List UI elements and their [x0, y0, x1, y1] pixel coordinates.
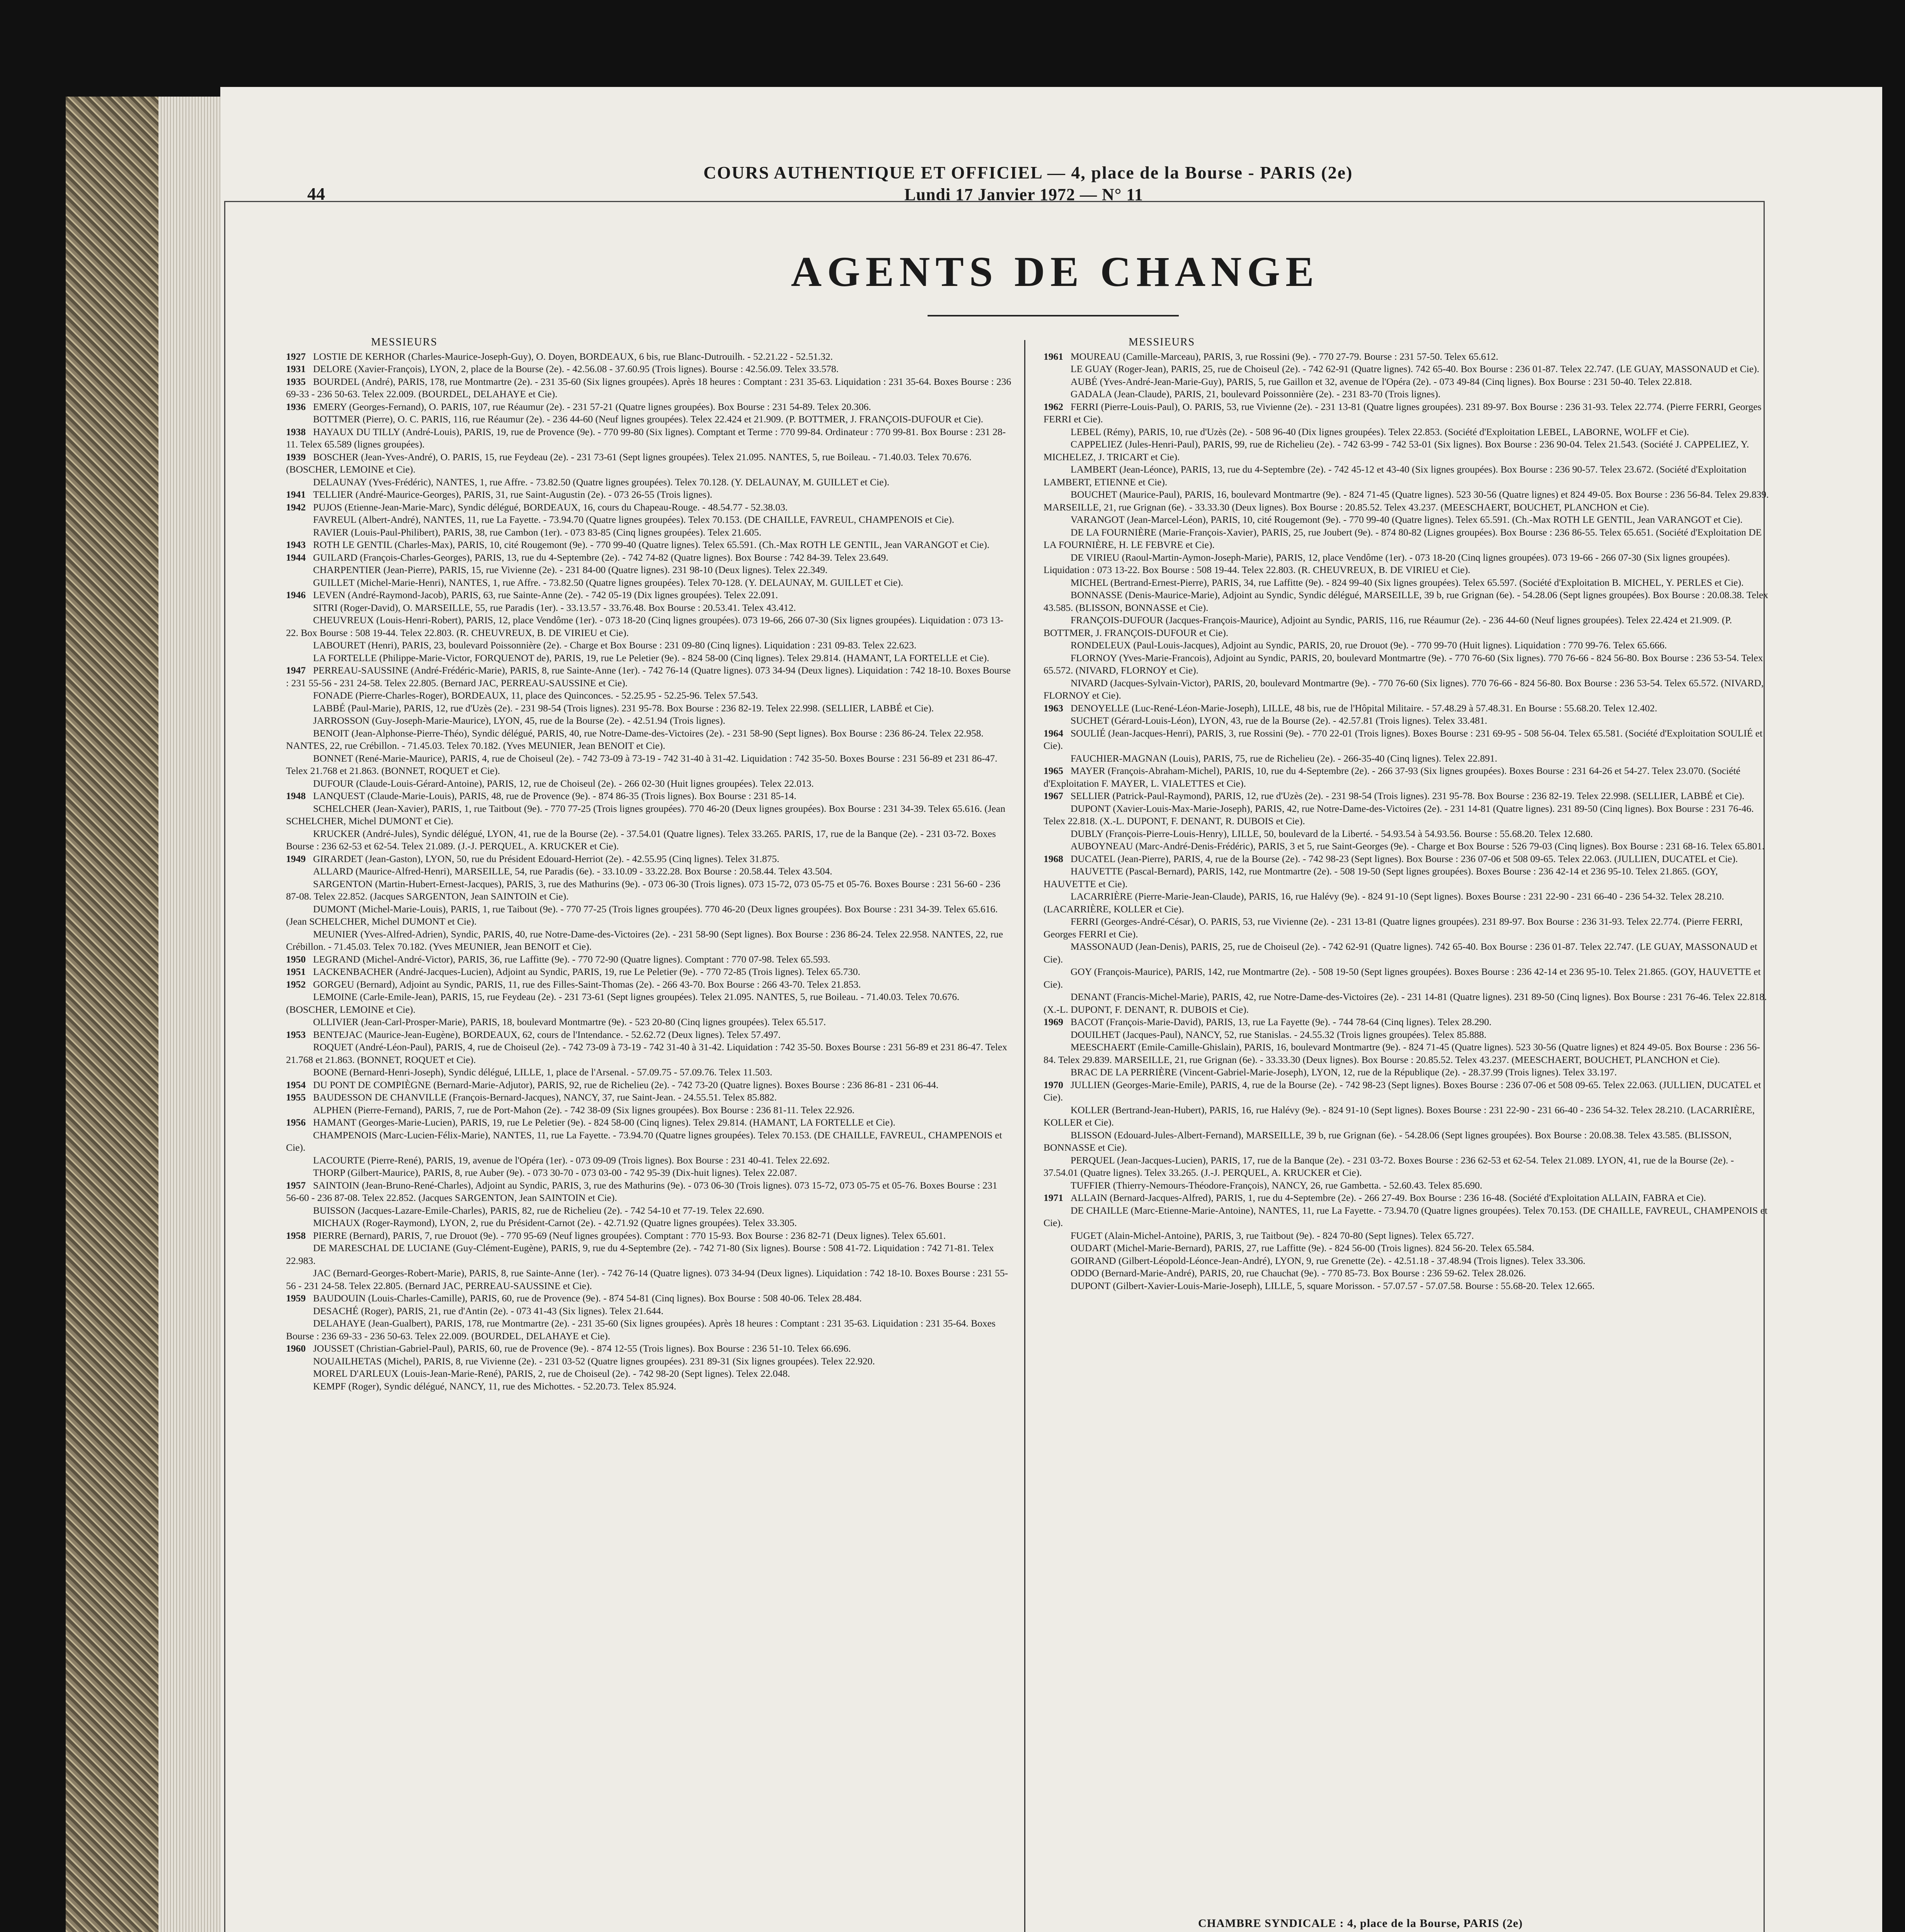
entry-text: BENTEJAC (Maurice-Jean-Eugène), BORDEAUX, 62, cours de l'Intendance. - 52.62.72 (Deux lignes). Telex 57.497. — [313, 1029, 781, 1040]
agent-entry — [286, 514, 1013, 526]
agent-entry — [1044, 1104, 1770, 1129]
entry-text: FAVREUL (Albert-André), NANTES, 11, rue La Fayette. - 73.94.70 (Quatre lignes groupées). Telex 70.153. (DE CHAILLE, FAVREUL, CHAMPENOIS et Cie). — [313, 514, 954, 525]
agent-entry — [286, 777, 1013, 790]
agent-entry — [1044, 1267, 1770, 1280]
header-publication: COURS AUTHENTIQUE ET OFFICIEL — 4, place de la Bourse - PARIS (2e) — [703, 163, 1353, 182]
entry-text: BUISSON (Jacques-Lazare-Emile-Charles), PARIS, 82, rue de Richelieu (2e). - 742 54-10 et 77-19. Telex 22.690. — [313, 1204, 764, 1216]
entry-text: DU PONT DE COMPIÈGNE (Bernard-Marie-Adjutor), PARIS, 92, rue de Richelieu (2e). - 742 73-20 (Quatre lignes). Boxes Bourse : 236 86-81 - 231 06-44. — [313, 1079, 939, 1090]
agent-entry — [286, 539, 1013, 551]
entry-text: LABBÉ (Paul-Marie), PARIS, 12, rue d'Uzès (2e). - 231 98-54 (Trois lignes). 231 95-78. Box Bourse : 236 82-19. Telex 22.998. (SELLIER, LABBÉ et Cie). — [313, 702, 934, 714]
agent-entry — [286, 1380, 1013, 1393]
entry-text: AUBÉ (Yves-André-Jean-Marie-Guy), PARIS, 5, rue Gaillon et 32, avenue de l'Opéra (2e). - 073 49-84 (Cinq lignes). Box Bourse : 231 50-40. Telex 22.818. — [1071, 376, 1692, 387]
entry-text: BOSCHER (Jean-Yves-André), O. PARIS, 15, rue Feydeau (2e). - 231 73-61 (Sept lignes groupées). Telex 21.095. NANTES, 5, rue Boileau. - 71.40.03. Telex 70.676. (BOSCHER, LEMOINE et Cie). — [286, 451, 972, 475]
entry-text: KRUCKER (André-Jules), Syndic délégué, LYON, 41, rue de la Bourse (2e). - 37.54.01 (Quatre lignes). Telex 33.265. PARIS, 17, rue de la Banque (2e). - 231 03-72. Boxes Bourse : 236 62-53 et 62-54. Telex 21.089. (J.-J. PERQUEL, A. KRUCKER et Cie). — [286, 828, 996, 852]
entry-year: 1947 — [286, 665, 306, 676]
entry-text: GIRARDET (Jean-Gaston), LYON, 50, rue du Président Edouard-Herriot (2e). - 42.55.95 (Cinq lignes). Telex 31.875. — [313, 853, 780, 864]
entry-text: JAC (Bernard-Georges-Robert-Marie), PARIS, 8, rue Sainte-Anne (1er). - 742 76-14 (Quatre lignes). 073 34-94 (Deux lignes). Liquidation : 742 18-10. Boxes Bourse : 231 55-56 - 231 24-58. Telex 22.805. (Bernard JAC, PERREAU-SAUSSINE et Cie). — [286, 1267, 1008, 1291]
agent-entry — [286, 966, 1013, 978]
agent-entry — [286, 727, 1013, 752]
entry-text: SELLIER (Patrick-Paul-Raymond), PARIS, 12, rue d'Uzès (2e). - 231 98-54 (Trois lignes). 231 95-78. Box Bourse : 236 82-19. Telex 22.998. (SELLIER, LABBÉ et Cie). — [1071, 790, 1745, 801]
agent-entry — [1044, 1255, 1770, 1267]
entry-text: ROQUET (André-Léon-Paul), PARIS, 4, rue de Choiseul (2e). - 742 73-09 à 73-19 - 742 31-40 à 31-42. Liquidation : 742 35-50. Boxes Bourse : 231 56-89 et 231 86-47. Telex 21.768 et 21.863. (BONNET, ROQUET et Cie). — [286, 1041, 1007, 1065]
entry-text: CHAMPENOIS (Marc-Lucien-Félix-Marie), NANTES, 11, rue La Fayette. - 73.94.70 (Quatre lignes groupées). Telex 70.153. (DE CHAILLE, FAVREUL, CHAMPENOIS et Cie). — [286, 1129, 1002, 1153]
agent-entry — [1044, 853, 1770, 866]
entry-text: DELAHAYE (Jean-Gualbert), PARIS, 178, rue Montmartre (2e). - 231 35-60 (Six lignes groupées). Après 18 heures : Comptant : 231 35-63. Liquidation : 231 35-64. Boxes Bourse : 236 69-33 - 236 50-63. Telex 22.009. (BOURDEL, DELAHAYE et Cie). — [286, 1318, 996, 1342]
entry-year: 1970 — [1044, 1079, 1063, 1090]
entry-year: 1941 — [286, 489, 306, 500]
entry-text: RAVIER (Louis-Paul-Philibert), PARIS, 38, rue Cambon (1er). - 073 83-85 (Cinq lignes groupées). Telex 21.605. — [313, 526, 762, 538]
entry-text: BLISSON (Edouard-Jules-Albert-Fernand), MARSEILLE, 39 b, rue Grignan (6e). - 54.28.06 (Sept lignes groupées). Box Bourse : 20.08.38. Telex 43.585. (BLISSON, BONNASSE et Cie). — [1044, 1129, 1732, 1153]
agent-entry — [286, 577, 1013, 589]
entry-text: LACARRIÈRE (Pierre-Marie-Jean-Claude), PARIS, 16, rue Halévy (9e). - 824 91-10 (Sept lignes). Boxes Bourse : 231 22-90 - 231 66-40 - 236 54-32. Telex 28.210. (LACARRIÈRE, KOLLER et Cie). — [1044, 891, 1724, 915]
entry-text: DUCATEL (Jean-Pierre), PARIS, 4, rue de la Bourse (2e). - 742 98-23 (Sept lignes). Box Bourse : 236 07-06 et 508 09-65. Telex 22.063. (JULLIEN, DUCATEL et Cie). — [1071, 853, 1738, 864]
agent-entry — [286, 564, 1013, 577]
agent-entry — [1044, 677, 1770, 702]
entry-text: LAMBERT (Jean-Léonce), PARIS, 13, rue du 4-Septembre (2e). - 742 45-12 et 43-40 (Six lignes groupées). Box Bourse : 236 90-57. Telex 23.672. (Société d'Exploitation LAMBERT, ETIENNE et Cie). — [1044, 464, 1747, 488]
entry-year: 1952 — [286, 978, 306, 990]
agent-entry — [1044, 1204, 1770, 1230]
entry-text: LEBEL (Rémy), PARIS, 10, rue d'Uzès (2e). - 508 96-40 (Dix lignes groupées). Telex 22.853. (Société d'Exploitation LEBEL, LABORNE, WOLFF et Cie). — [1071, 426, 1689, 437]
agent-entry — [286, 790, 1013, 803]
entry-text: BENOIT (Jean-Alphonse-Pierre-Théo), Syndic délégué, PARIS, 40, rue Notre-Dame-des-Victoires (2e). - 231 58-90 (Sept lignes). Box Bourse : 236 86-24. Telex 22.958. NANTES, 22, rue Crébillon. - 71.45.03. Telex 70.182. (Yves MEUNIER, Jean BENOIT et Cie). — [286, 727, 984, 751]
entry-text: OLLIVIER (Jean-Carl-Prosper-Marie), PARIS, 18, boulevard Montmartre (9e). - 523 20-80 (Cinq lignes groupées). Telex 65.517. — [313, 1016, 826, 1027]
agent-entry — [286, 1179, 1013, 1204]
entry-year: 1939 — [286, 451, 306, 463]
entry-text: LA FORTELLE (Philippe-Marie-Victor, FORQUENOT de), PARIS, 19, rue Le Peletier (9e). - 824 58-00 (Cinq lignes). Telex 29.814. (HAMANT, LA FORTELLE et Cie). — [313, 652, 989, 663]
agent-entry — [1044, 1154, 1770, 1179]
entry-text: SCHELCHER (Jean-Xavier), PARIS, 1, rue Taitbout (9e). - 770 77-25 (Trois lignes groupées). 770 46-20 (Deux lignes groupées). Box Bourse : 231 34-39. Telex 65.616. (Jean SCHELCHER, Michel DUMONT et Cie). — [286, 803, 1006, 827]
entry-text: LE GUAY (Roger-Jean), PARIS, 25, rue de Choiseul (2e). - 742 62-91 (Quatre lignes). 742 65-40. Box Bourse : 236 01-87. Telex 22.747. (LE GUAY, MASSONAUD et Cie). — [1071, 363, 1760, 374]
entry-text: PERQUEL (Jean-Jacques-Lucien), PARIS, 17, rue de la Banque (2e). - 231 03-72. Boxes Bourse : 236 62-53 et 62-54. Telex 21.089. LYON, 41, rue de la Bourse (2e). - 37.54.01 (Quatre lignes). Telex 33.265. (J.-J. PERQUEL, A. KRUCKER et Cie). — [1044, 1154, 1734, 1178]
agent-entry — [1044, 488, 1770, 514]
agent-entry — [1044, 727, 1770, 752]
agent-entry — [1044, 401, 1770, 426]
agent-entry — [286, 878, 1013, 903]
entry-text: LABOURET (Henri), PARIS, 23, boulevard Poissonnière (2e). - Charge et Box Bourse : 231 09-80 (Cinq lignes). Liquidation : 231 09-83. Telex 22.623. — [313, 639, 917, 651]
entry-year: 1971 — [1044, 1192, 1063, 1203]
entry-year: 1967 — [1044, 790, 1063, 801]
agent-entry — [286, 602, 1013, 614]
entry-year: 1965 — [1044, 765, 1063, 776]
entry-text: JARROSSON (Guy-Joseph-Marie-Maurice), LYON, 45, rue de la Bourse (2e). - 42.51.94 (Trois lignes). — [313, 715, 725, 726]
agent-entry — [286, 1230, 1013, 1242]
agent-entry — [1044, 702, 1770, 715]
entry-text: ALLAIN (Bernard-Jacques-Alfred), PARIS, 1, rue du 4-Septembre (2e). - 266 27-49. Box Bourse : 236 16-48. (Société d'Exploitation ALLAIN, FABRA et Cie). — [1071, 1192, 1706, 1203]
right-column-heading: MESSIEURS — [1129, 336, 1195, 348]
page-edges — [158, 97, 224, 1932]
entry-text: HAUVETTE (Pascal-Bernard), PARIS, 142, rue Montmartre (2e). - 508 19-50 (Sept lignes groupées). Boxes Bourse : 236 42-14 et 236 95-10. Telex 21.865. (GOY, HAUVETTE et Cie). — [1044, 866, 1718, 889]
entry-text: BOUCHET (Maurice-Paul), PARIS, 16, boulevard Montmartre (9e). - 824 71-45 (Quatre lignes). 523 30-56 (Quatre lignes) et 824 49-05. Box Bourse : 236 56-84. Telex 29.839. MARSEILLE, 21, rue Grignan (6e). - 33.33.30 (Deux lignes). Box Bourse : 20.85.52. Telex 43.237. (MEESCHAERT, BOUCHET, PLANCHON et Cie). — [1044, 489, 1769, 513]
agent-entry — [1044, 652, 1770, 677]
agent-entry — [286, 689, 1013, 702]
agent-entry — [286, 903, 1013, 928]
agent-entry — [1044, 376, 1770, 388]
entry-text: DE CHAILLE (Marc-Etienne-Marie-Antoine), NANTES, 11, rue La Fayette. - 73.94.70 (Quatre lignes groupées). Telex 70.153. (DE CHAILLE, FAVREUL, CHAMPENOIS et Cie). — [1044, 1204, 1768, 1228]
agent-entry — [286, 614, 1013, 639]
agent-entry — [286, 1217, 1013, 1230]
agent-entry — [286, 1355, 1013, 1368]
entry-text: CHARPENTIER (Jean-Pierre), PARIS, 15, rue Vivienne (2e). - 231 84-00 (Quatre lignes). 231 98-10 (Deux lignes). Telex 22.349. — [313, 564, 828, 575]
entry-text: FAUCHIER-MAGNAN (Louis), PARIS, 75, rue de Richelieu (2e). - 266-35-40 (Cinq lignes). Telex 22.891. — [1071, 752, 1498, 764]
agent-entry — [286, 401, 1013, 413]
entry-text: FONADE (Pierre-Charles-Roger), BORDEAUX, 11, place des Quinconces. - 52.25.95 - 52.25-96. Telex 57.543. — [313, 690, 758, 701]
entry-text: TELLIER (André-Maurice-Georges), PARIS, 31, rue Saint-Augustin (2e). - 073 26-55 (Trois lignes). — [313, 489, 713, 500]
entry-year: 1936 — [286, 401, 306, 412]
entry-text: EMERY (Georges-Fernand), O. PARIS, 107, rue Réaumur (2e). - 231 57-21 (Quatre lignes groupées). Box Bourse : 231 54-89. Telex 20.306. — [313, 401, 871, 412]
agent-entry — [286, 1367, 1013, 1380]
agent-entry — [1044, 966, 1770, 991]
agent-entry — [1044, 551, 1770, 577]
agent-entry — [286, 1079, 1013, 1092]
entry-text: FRANÇOIS-DUFOUR (Jacques-François-Maurice), Adjoint au Syndic, PARIS, 116, rue Réaumur (2e). - 236 44-60 (Neuf lignes groupées). Telex 22.424 et 21.909. (P. BOTTMER, J. FRANÇOIS-DUFOUR et Cie). — [1044, 614, 1732, 638]
entry-text: BAUDOUIN (Louis-Charles-Camille), PARIS, 60, rue de Provence (9e). - 874 54-81 (Cinq lignes). Box Bourse : 508 40-06. Telex 28.484. — [313, 1293, 862, 1304]
entry-text: LEMOINE (Carle-Emile-Jean), PARIS, 15, rue Feydeau (2e). - 231 73-61 (Sept lignes groupées). Telex 21.095. NANTES, 5, rue Boileau. - 71.40.03. Telex 70.676. (BOSCHER, LEMOINE et Cie). — [286, 991, 960, 1015]
agent-entry — [1044, 1016, 1770, 1029]
agent-entry — [286, 1317, 1013, 1342]
entry-text: CAPPELIEZ (Jules-Henri-Paul), PARIS, 99, rue de Richelieu (2e). - 742 63-99 - 742 53-01 (Six lignes). Box Bourse : 236 90-04. Telex 21.543. (Société J. CAPPELIEZ, Y. MICHELEZ, J. TRICART et Cie). — [1044, 439, 1749, 463]
entry-year: 1943 — [286, 539, 306, 550]
entry-text: LACOURTE (Pierre-René), PARIS, 19, avenue de l'Opéra (1er). - 073 09-09 (Trois lignes). Box Bourse : 231 40-41. Telex 22.692. — [313, 1154, 830, 1166]
chambre-title: CHAMBRE SYNDICALE : 4, place de la Bourse, PARIS (2e) — [1198, 1917, 1523, 1930]
entry-text: HAMANT (Georges-Marie-Lucien), PARIS, 19, rue Le Peletier (9e). - 824 58-00 (Cinq lignes). Telex 29.814. (HAMANT, LA FORTELLE et Cie). — [313, 1117, 895, 1128]
agent-entry — [286, 1129, 1013, 1154]
entry-year: 1948 — [286, 790, 306, 801]
entry-text: DELORE (Xavier-François), LYON, 2, place de la Bourse (2e). - 42.56.08 - 37.60.95 (Trois lignes). Bourse : 42.56.09. Telex 33.578. — [313, 363, 839, 374]
entry-text: LANQUEST (Claude-Marie-Louis), PARIS, 48, rue de Provence (9e). - 874 86-35 (Trois lignes). Box Bourse : 231 85-14. — [313, 790, 797, 801]
agent-entry — [1044, 828, 1770, 840]
agent-entry — [286, 853, 1013, 866]
entry-year: 1954 — [286, 1079, 306, 1090]
agent-entry — [1044, 940, 1770, 966]
entry-text: ODDO (Bernard-Marie-André), PARIS, 20, rue Chauchat (9e). - 770 85-73. Box Bourse : 236 59-62. Telex 28.026. — [1071, 1267, 1526, 1279]
entry-year: 1957 — [286, 1179, 306, 1191]
agent-entry — [286, 589, 1013, 602]
agent-entry — [1044, 840, 1770, 853]
agent-entry — [1044, 350, 1770, 363]
agent-entry — [1044, 1066, 1770, 1079]
entry-text: DUFOUR (Claude-Louis-Gérard-Antoine), PARIS, 12, rue de Choiseul (2e). - 266 02-30 (Huit lignes groupées). Telex 22.013. — [313, 777, 814, 789]
entry-text: AUBOYNEAU (Marc-André-Denis-Frédéric), PARIS, 3 et 5, rue Saint-Georges (9e). - Charge et Box Bourse : 526 79-03 (Cinq lignes). Box Bourse : 231 68-16. Telex 65.801. — [1071, 840, 1765, 852]
entry-text: GORGEU (Bernard), Adjoint au Syndic, PARIS, 11, rue des Filles-Saint-Thomas (2e). - 266 43-70. Box Bourse : 266 43-70. Telex 21.853. — [313, 978, 861, 990]
entry-text: DUBLY (François-Pierre-Louis-Henry), LILLE, 50, boulevard de la Liberté. - 54.93.54 à 54.93.56. Bourse : 55.68.20. Telex 12.680. — [1071, 828, 1593, 839]
entry-text: BOONE (Bernard-Henri-Joseph), Syndic délégué, LILLE, 1, place de l'Arsenal. - 57.09.75 - 57.09.76. Telex 11.503. — [313, 1066, 773, 1078]
agent-entry — [286, 476, 1013, 489]
entry-text: KOLLER (Bertrand-Jean-Hubert), PARIS, 16, rue Halévy (9e). - 824 91-10 (Sept lignes). Boxes Bourse : 231 22-90 - 231 66-40 - 236 54-32. Telex 28.210. (LACARRIÈRE, KOLLER et Cie). — [1044, 1104, 1755, 1128]
entry-year: 1961 — [1044, 350, 1063, 362]
agent-entry — [286, 1016, 1013, 1029]
entry-text: FERRI (Pierre-Louis-Paul), O. PARIS, 53, rue Vivienne (2e). - 231 13-81 (Quatre lignes groupées). 231 89-97. Box Bourse : 236 31-93. Telex 22.774. (Pierre FERRI, Georges FERRI et Cie). — [1044, 401, 1762, 425]
entry-text: LOSTIE DE KERHOR (Charles-Maurice-Joseph-Guy), O. Doyen, BORDEAUX, 6 bis, rue Blanc-Dutrouilh. - 52.21.22 - 52.51.32. — [313, 350, 833, 362]
agent-entry — [1044, 1041, 1770, 1066]
entry-text: BONNASSE (Denis-Maurice-Marie), Adjoint au Syndic, Syndic délégué, MARSEILLE, 39 b, rue Grignan (6e). - 54.28.06 (Sept lignes groupées). Box Bourse : 20.08.38. Telex 43.585. (BLISSON, BONNASSE et Cie). — [1044, 589, 1769, 613]
agent-entry — [1044, 1029, 1770, 1041]
agent-entry — [286, 1292, 1013, 1305]
left-column-heading: MESSIEURS — [371, 336, 438, 348]
agent-entry — [286, 1116, 1013, 1129]
entry-text: PERREAU-SAUSSINE (André-Frédéric-Marie), PARIS, 8, rue Sainte-Anne (1er). - 742 76-14 (Quatre lignes). 073 34-94 (Deux lignes). Liquidation : 742 18-10. Boxes Bourse : 231 55-56 - 231 24-58. Telex 22.805. (Bernard JAC, PERREAU-SAUSSINE et Cie). — [286, 665, 1011, 689]
agent-entry — [1044, 865, 1770, 890]
entry-year: 1962 — [1044, 401, 1063, 412]
entry-text: MEUNIER (Yves-Alfred-Adrien), Syndic, PARIS, 40, rue Notre-Dame-des-Victoires (2e). - 231 58-90 (Sept lignes). Box Bourse : 236 86-24. Telex 22.958. NANTES, 22, rue Crébillon. - 71.45.03. Telex 70.182. (Yves MEUNIER, Jean BENOIT et Cie). — [286, 928, 1003, 952]
entry-text: GUILARD (François-Charles-Georges), PARIS, 13, rue du 4-Septembre (2e). - 742 74-82 (Quatre lignes). Box Bourse : 742 84-39. Telex 23.649. — [313, 551, 889, 563]
agent-entry — [1044, 915, 1770, 940]
agent-entry — [286, 1305, 1013, 1318]
entry-text: LACKENBACHER (André-Jacques-Lucien), Adjoint au Syndic, PARIS, 19, rue Le Peletier (9e). - 770 72-85 (Trois lignes). Telex 65.730. — [313, 966, 860, 977]
agent-entry — [286, 1154, 1013, 1167]
entry-text: MICHEL (Bertrand-Ernest-Pierre), PARIS, 34, rue Laffitte (9e). - 824 99-40 (Six lignes groupées). Telex 65.597. (Société d'Exploitation B. MICHEL, Y. PERLES et Cie). — [1071, 577, 1744, 588]
entry-text: DELAUNAY (Yves-Frédéric), NANTES, 1, rue Affre. - 73.82.50 (Quatre lignes groupées). Telex 70.128. (Y. DELAUNAY, M. GUILLET et Cie). — [313, 476, 890, 488]
entry-text: DENANT (Francis-Michel-Marie), PARIS, 42, rue Notre-Dame-des-Victoires (2e). - 231 14-81 (Quatre lignes). 231 89-50 (Cinq lignes). Box Bourse : 231 76-46. Telex 22.818. (X.-L. DUPONT, F. DENANT, R. DUBOIS et Cie). — [1044, 991, 1767, 1015]
agent-entry — [1044, 714, 1770, 727]
agent-entry — [286, 413, 1013, 426]
entry-text: SARGENTON (Martin-Hubert-Ernest-Jacques), PARIS, 3, rue des Mathurins (9e). - 073 06-30 (Trois lignes). 073 15-72, 073 05-75 et 05-76. Boxes Bourse : 231 56-60 - 236 87-08. Telex 22.852. (Jacques SARGENTON, Jean SAINTOIN et Cie). — [286, 878, 1001, 902]
entry-year: 1959 — [286, 1293, 306, 1304]
entry-year: 1944 — [286, 551, 306, 563]
agent-entry — [1044, 803, 1770, 828]
entry-text: RONDELEUX (Paul-Louis-Jacques), Adjoint au Syndic, PARIS, 20, rue Drouot (9e). - 770 99-70 (Huit lignes). Liquidation : 770 99-76. Telex 65.666. — [1071, 639, 1667, 651]
agent-entry — [286, 501, 1013, 514]
entry-text: FERRI (Georges-André-César), O. PARIS, 53, rue Vivienne (2e). - 231 13-81 (Quatre lignes groupées). 231 89-97. Box Bourse : 236 31-93. Telex 22.774. (Pierre FERRI, Georges FERRI et Cie). — [1044, 916, 1743, 940]
entry-text: DESACHÉ (Roger), PARIS, 21, rue d'Antin (2e). - 073 41-43 (Six lignes). Telex 21.644. — [313, 1305, 664, 1316]
agent-entry — [286, 928, 1013, 953]
entry-year: 1968 — [1044, 853, 1063, 864]
entry-year: 1963 — [1044, 702, 1063, 714]
agent-entry — [1044, 526, 1770, 551]
entry-text: OUDART (Michel-Marie-Bernard), PARIS, 27, rue Laffitte (9e). - 824 56-00 (Trois lignes). 824 56-20. Telex 65.584. — [1071, 1242, 1534, 1253]
entry-text: MAYER (François-Abraham-Michel), PARIS, 10, rue du 4-Septembre (2e). - 266 37-93 (Six lignes groupées). Boxes Bourse : 231 64-26 et 54-27. Telex 23.070. (Société d'Exploitation F. MAYER, L. VIALETTES et Cie). — [1044, 765, 1741, 789]
entry-text: ROTH LE GENTIL (Charles-Max), PARIS, 10, cité Rougemont (9e). - 770 99-40 (Quatre lignes). Telex 65.591. (Ch.-Max ROTH LE GENTIL, Jean VARANGOT et Cie). — [313, 539, 990, 550]
agent-entry — [286, 451, 1013, 476]
entry-year: 1953 — [286, 1029, 306, 1040]
entry-text: BONNET (René-Marie-Maurice), PARIS, 4, rue de Choiseul (2e). - 742 73-09 à 73-19 - 742 31-40 à 31-42. Liquidation : 742 35-50. Boxes Bourse : 231 56-89 et 231 86-47. Telex 21.768 et 21.863. (BONNET, ROQUET et Cie). — [286, 752, 998, 776]
agent-entry — [286, 803, 1013, 828]
agent-entry — [286, 1104, 1013, 1117]
entry-text: MICHAUX (Roger-Raymond), LYON, 2, rue du Président-Carnot (2e). - 42.71.92 (Quatre lignes groupées). Telex 33.305. — [313, 1217, 797, 1228]
left-column — [286, 336, 1013, 1932]
agent-entry — [1044, 1230, 1770, 1242]
entry-text: BAUDESSON DE CHANVILLE (François-Bernard-Jacques), NANCY, 37, rue Saint-Jean. - 24.55.51. Telex 85.882. — [313, 1092, 777, 1103]
entry-text: DUPONT (Gilbert-Xavier-Louis-Marie-Joseph), LILLE, 5, square Morisson. - 57.07.57 - 57.07.58. Bourse : 55.68-20. Telex 12.665. — [1071, 1280, 1595, 1291]
agent-entry — [286, 953, 1013, 966]
entry-text: FUGET (Alain-Michel-Antoine), PARIS, 3, rue Taitbout (9e). - 824 70-80 (Sept lignes). Telex 65.727. — [1071, 1230, 1474, 1241]
agent-entry — [286, 664, 1013, 689]
entry-text: FLORNOY (Yves-Marie-Francois), Adjoint au Syndic, PARIS, 20, boulevard Montmartre (9e). - 770 76-60 (Six lignes). 770 76-66 - 824 56-80. Box Bourse : 236 53-54. Telex 65.572. (NIVARD, FLORNOY et Cie). — [1044, 652, 1763, 676]
agent-entry — [1044, 614, 1770, 639]
entry-text: TUFFIER (Thierry-Nemours-Théodore-François), NANCY, 26, rue Gambetta. - 52.60.43. Telex 85.690. — [1071, 1179, 1483, 1191]
agent-entry — [286, 1066, 1013, 1079]
entry-year: 1946 — [286, 589, 306, 600]
entry-text: BACOT (François-Marie-David), PARIS, 13, rue La Fayette (9e). - 744 78-64 (Cinq lignes). Telex 28.290. — [1071, 1016, 1492, 1027]
entry-year: 1935 — [286, 376, 306, 387]
agent-entry — [1044, 577, 1770, 589]
agent-entry — [1044, 639, 1770, 652]
agent-entry — [286, 1204, 1013, 1217]
agent-entry — [286, 639, 1013, 652]
agent-entry — [1044, 765, 1770, 790]
entry-text: GOY (François-Maurice), PARIS, 142, rue Montmartre (2e). - 508 19-50 (Sept lignes groupées). Boxes Bourse : 236 42-14 et 236 95-10. Telex 21.865. (GOY, HAUVETTE et Cie). — [1044, 966, 1761, 990]
entry-year: 1949 — [286, 853, 306, 864]
entry-text: NIVARD (Jacques-Sylvain-Victor), PARIS, 20, boulevard Montmartre (9e). - 770 76-60 (Six lignes). 770 76-66 - 824 56-80. Box Bourse : 236 53-54. Telex 65.572. (NIVARD, FLORNOY et Cie). — [1044, 677, 1764, 701]
agent-entry — [286, 1267, 1013, 1292]
entry-year: 1964 — [1044, 727, 1063, 739]
right-column — [1044, 336, 1770, 1932]
entry-year: 1951 — [286, 966, 306, 977]
entry-text: LEGRAND (Michel-André-Victor), PARIS, 36, rue Laffitte (9e). - 770 72-90 (Quatre lignes). Comptant : 770 07-98. Telex 65.593. — [313, 953, 831, 965]
agent-entry — [286, 376, 1013, 401]
agent-entry — [1044, 426, 1770, 439]
agent-entry — [286, 488, 1013, 501]
title-rule — [928, 315, 1179, 316]
entry-text: SOULIÉ (Jean-Jacques-Henri), PARIS, 3, rue Rossini (9e). - 770 22-01 (Trois lignes). Boxes Bourse : 231 69-95 - 508 56-04. Telex 65.581. (Société d'Exploitation SOULIÉ et Cie). — [1044, 727, 1763, 751]
entry-text: BRAC DE LA PERRIÈRE (Vincent-Gabriel-Marie-Joseph), LYON, 12, rue de la République (2e). - 28.37.99 (Trois lignes). Telex 33.197. — [1071, 1066, 1617, 1078]
entry-text: LEVEN (André-Raymond-Jacob), PARIS, 63, rue Sainte-Anne (2e). - 742 05-19 (Dix lignes groupées). Telex 22.091. — [313, 589, 778, 600]
column-divider — [1024, 340, 1025, 1932]
agent-entry — [286, 714, 1013, 727]
agent-entry — [286, 991, 1013, 1016]
entry-year: 1958 — [286, 1230, 306, 1241]
entry-text: DUMONT (Michel-Marie-Louis), PARIS, 1, rue Taibout (9e). - 770 77-25 (Trois lignes groupées). 770 46-20 (Deux lignes groupées). Box Bourse : 231 34-39. Telex 65.616. (Jean SCHELCHER, Michel DUMONT et Cie). — [286, 903, 998, 927]
entry-text: DE LA FOURNIÈRE (Marie-François-Xavier), PARIS, 25, rue Joubert (9e). - 874 80-82 (Lignes groupées). Box Bourse : 236 86-55. Telex 65.651. (Société d'Exploitation DE LA FOURNIÈRE, H. LE FEBVRE et Cie). — [1044, 526, 1762, 550]
agent-entry — [286, 1342, 1013, 1355]
agent-entry — [1044, 1079, 1770, 1104]
entry-text: KEMPF (Roger), Syndic délégué, NANCY, 11, rue des Michottes. - 52.20.73. Telex 85.924. — [313, 1380, 676, 1392]
entry-text: DE VIRIEU (Raoul-Martin-Aymon-Joseph-Marie), PARIS, 12, place Vendôme (1er). - 073 18-20 (Cinq lignes groupées). 073 19-66 - 266 07-30 (Six lignes groupées). Liquidation : 073 13-22. Box Bourse : 508 19-44. Telex 22.803. (R. CHEUVREUX, B. DE VIRIEU et Cie). — [1044, 551, 1730, 575]
entry-text: JOUSSET (Christian-Gabriel-Paul), PARIS, 60, rue de Provence (9e). - 874 12-55 (Trois lignes). Box Bourse : 236 51-10. Telex 66.696. — [313, 1343, 851, 1354]
agent-entry — [286, 426, 1013, 451]
entry-text: PUJOS (Etienne-Jean-Marie-Marc), Syndic délégué, BORDEAUX, 16, cours du Chapeau-Rouge. - 48.54.77 - 52.38.03. — [313, 501, 788, 513]
agent-entry — [286, 702, 1013, 715]
agent-entry — [286, 1242, 1013, 1267]
agent-entry — [286, 978, 1013, 991]
agent-entry — [286, 363, 1013, 376]
agent-entry — [286, 1091, 1013, 1104]
entry-text: BOTTMER (Pierre), O. C. PARIS, 116, rue Réaumur (2e). - 236 44-60 (Neuf lignes groupées). Telex 22.424 et 21.909. (P. BOTTMER, J. FRANÇOIS-DUFOUR et Cie). — [313, 413, 983, 425]
agent-entry — [286, 752, 1013, 777]
entry-text: DUPONT (Xavier-Louis-Max-Marie-Joseph), PARIS, 42, rue Notre-Dame-des-Victoires (2e). - 231 14-81 (Quatre lignes). 231 89-50 (Cinq lignes). Box Bourse : 231 76-46. Telex 22.818. (X.-L. DUPONT, F. DENANT, R. DUBOIS et Cie). — [1044, 803, 1754, 827]
chambre-syndicale — [1198, 1917, 1739, 1932]
entry-year: 1969 — [1044, 1016, 1063, 1027]
entry-text: BOURDEL (André), PARIS, 178, rue Montmartre (2e). - 231 35-60 (Six lignes groupées). Après 18 heures : Comptant : 231 35-63. Liquidation : 231 35-64. Boxes Bourse : 236 69-33 - 236 50-63. Telex 22.009. (BOURDEL, DELAHAYE et Cie). — [286, 376, 1011, 400]
agent-entry — [1044, 1280, 1770, 1293]
agent-entry — [1044, 790, 1770, 803]
agent-entry — [1044, 363, 1770, 376]
entry-text: VARANGOT (Jean-Marcel-Léon), PARIS, 10, cité Rougemont (9e). - 770 99-40 (Quatre lignes). Telex 65.591. (Ch.-Max ROTH LE GENTIL, Jean VARANGOT et Cie). — [1071, 514, 1743, 525]
entry-year: 1960 — [286, 1343, 306, 1354]
entry-text: MEESCHAERT (Emile-Camille-Ghislain), PARIS, 16, boulevard Montmartre (9e). - 824 71-45 (Quatre lignes). 523 30-56 (Quatre lignes) et 824 49-05. Box Bourse : 236 56-84. Telex 29.839. MARSEILLE, 21, rue Grignan (6e). - 33.33.30 (Deux lignes). Box Bourse : 20.85.52. Telex 43.237. (MEESCHAERT, BOUCHET, PLANCHON et Cie). — [1044, 1041, 1760, 1065]
entry-text: GUILLET (Michel-Marie-Henri), NANTES, 1, rue Affre. - 73.82.50 (Quatre lignes groupées). Telex 70-128. (Y. DELAUNAY, M. GUILLET et Cie). — [313, 577, 903, 588]
entry-text: NOUAILHETAS (Michel), PARIS, 8, rue Vivienne (2e). - 231 03-52 (Quatre lignes groupées). 231 89-31 (Six lignes groupées). Telex 22.920. — [313, 1355, 875, 1367]
entry-text: SAINTOIN (Jean-Bruno-René-Charles), Adjoint au Syndic, PARIS, 3, rue des Mathurins (9e). - 073 06-30 (Trois lignes). 073 15-72, 073 05-75 et 05-76. Boxes Bourse : 231 56-60 - 236 87-08. Telex 22.852. (Jacques SARGENTON, Jean SAINTOIN et Cie). — [286, 1179, 998, 1203]
entry-year: 1950 — [286, 953, 306, 965]
agent-entry — [1044, 1129, 1770, 1154]
entry-text: THORP (Gilbert-Maurice), PARIS, 8, rue Auber (9e). - 073 30-70 - 073 03-00 - 742 95-39 (Dix-huit lignes). Telex 22.087. — [313, 1167, 797, 1178]
agent-entry — [286, 828, 1013, 853]
agent-entry — [286, 1029, 1013, 1041]
agent-entry — [1044, 1242, 1770, 1255]
agent-entry — [1044, 463, 1770, 488]
entry-year: 1955 — [286, 1092, 306, 1103]
entry-year: 1956 — [286, 1117, 306, 1128]
entry-text: ALLARD (Maurice-Alfred-Henri), MARSEILLE, 54, rue Paradis (6e). - 33.10.09 - 33.22.28. Box Bourse : 20.58.44. Telex 43.504. — [313, 866, 832, 877]
agent-entry — [286, 1041, 1013, 1066]
entry-text: DENOYELLE (Luc-René-Léon-Marie-Joseph), LILLE, 48 bis, rue de l'Hôpital Militaire. - 57.48.29 à 57.48.31. En Bourse : 55.68.20. Telex 12.402. — [1071, 702, 1657, 714]
entry-text: PIERRE (Bernard), PARIS, 7, rue Drouot (9e). - 770 95-69 (Neuf lignes groupées). Comptant : 770 15-93. Box Bourse : 236 82-71 (Deux lignes). Telex 65.601. — [313, 1230, 946, 1241]
agent-entry — [286, 551, 1013, 564]
entry-text: SUCHET (Gérard-Louis-Léon), LYON, 43, rue de la Bourse (2e). - 42.57.81 (Trois lignes). Telex 33.481. — [1071, 715, 1488, 726]
book-binding — [66, 97, 164, 1932]
entry-year: 1942 — [286, 501, 306, 513]
chambre-tel — [1198, 1930, 1739, 1932]
agent-entry — [286, 526, 1013, 539]
entry-text: DE MARESCHAL DE LUCIANE (Guy-Clément-Eugène), PARIS, 9, rue du 4-Septembre (2e). - 742 71-80 (Six lignes). Bourse : 508 41-72. Liquidation : 742 71-81. Telex 22.983. — [286, 1242, 994, 1266]
agent-entry — [1044, 438, 1770, 463]
agent-entry — [1044, 514, 1770, 526]
agent-entry — [286, 1167, 1013, 1179]
entry-text: HAYAUX DU TILLY (André-Louis), PARIS, 19, rue de Provence (9e). - 770 99-80 (Six lignes). Comptant et Terme : 770 99-84. Ordinateur : 770 99-81. Box Bourse : 231 28-11. Telex 65.589 (lignes groupées). — [286, 426, 1006, 450]
entry-year: 1938 — [286, 426, 306, 437]
agent-entry — [1044, 890, 1770, 915]
entry-text: JULLIEN (Georges-Marie-Emile), PARIS, 4, rue de la Bourse (2e). - 742 98-23 (Sept lignes). Boxes Bourse : 236 07-06 et 508 09-65. Telex 22.063. (JULLIEN, DUCATEL et Cie). — [1044, 1079, 1761, 1103]
page-number: 44 — [307, 184, 325, 204]
agent-entry — [286, 865, 1013, 878]
page-title: AGENTS DE CHANGE — [791, 248, 1319, 295]
agent-entry — [286, 350, 1013, 363]
entry-text: MASSONAUD (Jean-Denis), PARIS, 25, rue de Choiseul (2e). - 742 62-91 (Quatre lignes). 742 65-40. Box Bourse : 236 01-87. Telex 22.747. (LE GUAY, MASSONAUD et Cie). — [1044, 941, 1757, 965]
entry-text: ALPHEN (Pierre-Fernand), PARIS, 7, rue de Port-Mahon (2e). - 742 38-09 (Six lignes groupées). Box Bourse : 236 81-11. Telex 22.926. — [313, 1104, 855, 1116]
agent-entry — [1044, 991, 1770, 1016]
agent-entry — [1044, 388, 1770, 401]
agent-entry — [1044, 1179, 1770, 1192]
entry-year: 1927 — [286, 350, 306, 362]
header-date: Lundi 17 Janvier 1972 — N° 11 — [904, 185, 1143, 204]
entry-year: 1931 — [286, 363, 306, 374]
agent-entry — [1044, 1192, 1770, 1204]
agent-entry — [1044, 752, 1770, 765]
entry-text: MOREL D'ARLEUX (Louis-Jean-Marie-René), PARIS, 2, rue de Choiseul (2e). - 742 98-20 (Sept lignes). Telex 22.048. — [313, 1368, 790, 1379]
agent-entry — [1044, 589, 1770, 614]
entry-text: SITRI (Roger-David), O. MARSEILLE, 55, rue Paradis (1er). - 33.13.57 - 33.76.48. Box Bourse : 20.53.41. Telex 43.412. — [313, 602, 796, 613]
entry-text: GADALA (Jean-Claude), PARIS, 21, boulevard Poissonnière (2e). - 231 83-70 (Trois lignes). — [1071, 388, 1441, 400]
entry-text: GOIRAND (Gilbert-Léopold-Léonce-Jean-André), LYON, 9, rue Grenette (2e). - 42.51.18 - 37.48.94 (Trois lignes). Telex 33.306. — [1071, 1255, 1585, 1266]
agent-entry — [286, 652, 1013, 665]
entry-text: MOUREAU (Camille-Marceau), PARIS, 3, rue Rossini (9e). - 770 27-79. Bourse : 231 57-50. Telex 65.612. — [1071, 350, 1498, 362]
entry-text: DOUILHET (Jacques-Paul), NANCY, 52, rue Stanislas. - 24.55.32 (Trois lignes groupées). Telex 85.888. — [1071, 1029, 1486, 1040]
entry-text: CHEUVREUX (Louis-Henri-Robert), PARIS, 12, place Vendôme (1er). - 073 18-20 (Cinq lignes groupées). 073 19-66, 266 07-30 (Six lignes groupées). Liquidation : 073 13-22. Box Bourse : 508 19-44. Telex 22.803. (R. CHEUVREUX, B. DE VIRIEU et Cie). — [286, 614, 1004, 638]
